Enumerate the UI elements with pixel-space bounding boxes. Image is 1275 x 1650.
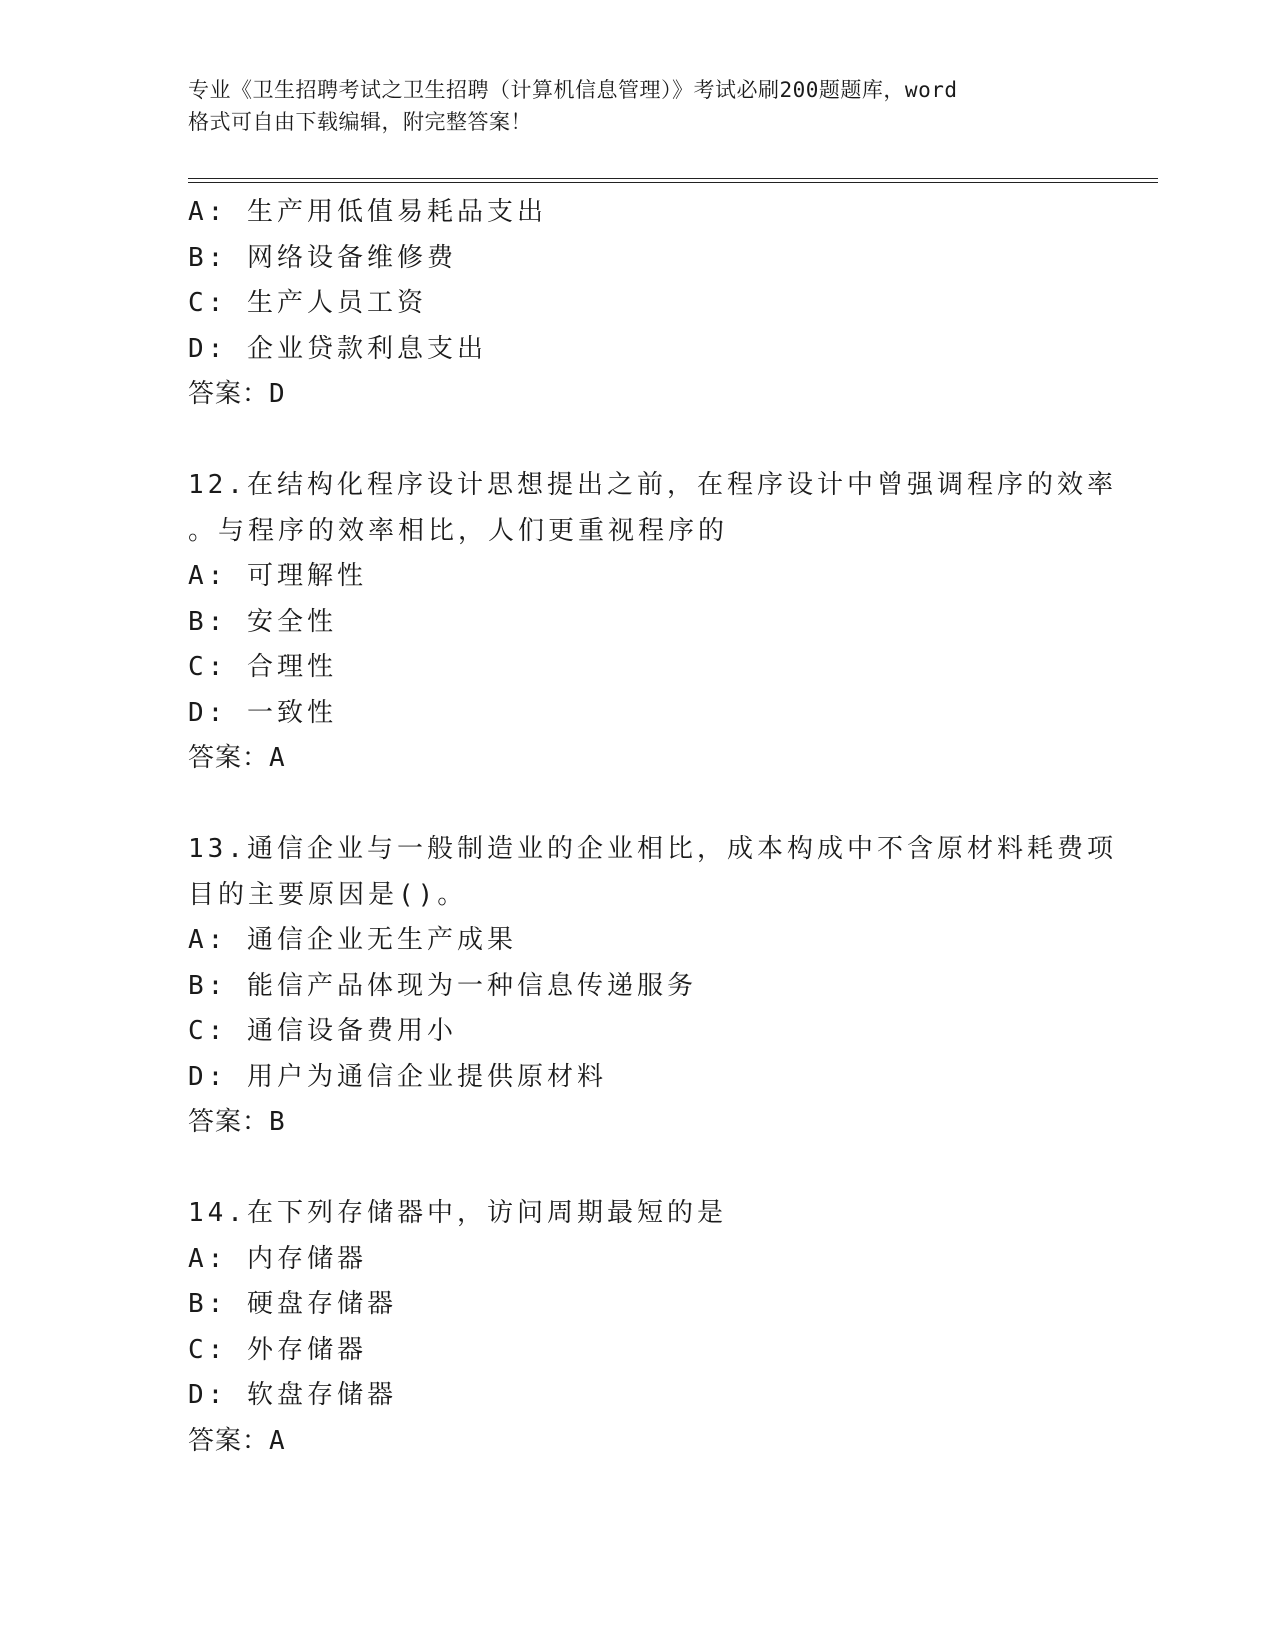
- option-a: A: 通信企业无生产成果: [188, 925, 517, 955]
- question-stem-line: 13.通信企业与一般制造业的企业相比，成本构成中不含原材料耗费项: [188, 834, 1117, 864]
- option-a: A: 可理解性: [188, 561, 367, 591]
- option-d: D: 软盘存储器: [188, 1380, 397, 1410]
- document-header: [188, 74, 1088, 138]
- question-block-14: [188, 1191, 1088, 1464]
- question-block-continued: [188, 190, 1088, 418]
- question-stem-line: 14.在下列存储器中，访问周期最短的是: [188, 1198, 727, 1228]
- option-c: C: 生产人员工资: [188, 288, 427, 318]
- option-d: D: 用户为通信企业提供原材料: [188, 1061, 607, 1092]
- option-c: C: 通信设备费用小: [188, 1016, 457, 1046]
- question-stem-line: 。与程序的效率相比，人们更重视程序的: [188, 515, 729, 546]
- question-list: [188, 190, 1117, 1464]
- header-line-2: 格式可自由下载编辑，附完整答案！: [188, 110, 532, 134]
- option-b: B: 硬盘存储器: [188, 1289, 397, 1319]
- question-stem-line: 目的主要原因是()。: [188, 879, 468, 910]
- option-b: B: 安全性: [188, 606, 337, 637]
- option-c: C: 外存储器: [188, 1334, 367, 1365]
- question-spacer: [188, 418, 1088, 464]
- option-d: D: 一致性: [188, 697, 337, 728]
- question-block-13: [188, 827, 1117, 1146]
- question-spacer: [188, 782, 1088, 828]
- option-b: B: 网络设备维修费: [188, 242, 457, 273]
- header-divider: [188, 178, 1158, 183]
- answer-line: 答案：A: [188, 743, 286, 773]
- answer-line: 答案：B: [188, 1107, 286, 1137]
- option-a: A: 内存储器: [188, 1243, 367, 1274]
- option-a: A: 生产用低值易耗品支出: [188, 197, 547, 227]
- answer-line: 答案：A: [188, 1425, 286, 1456]
- question-stem-line: 12.在结构化程序设计思想提出之前，在程序设计中曾强调程序的效率: [188, 470, 1117, 500]
- option-c: C: 合理性: [188, 652, 337, 682]
- option-d: D: 企业贷款利息支出: [188, 333, 487, 364]
- question-spacer: [188, 1146, 1088, 1192]
- option-b: B: 能信产品体现为一种信息传递服务: [188, 970, 697, 1001]
- header-line-1: 专业《卫生招聘考试之卫生招聘（计算机信息管理）》考试必刷200题题库，word: [188, 78, 958, 102]
- question-block-12: [188, 463, 1117, 782]
- answer-line: 答案：D: [188, 379, 286, 409]
